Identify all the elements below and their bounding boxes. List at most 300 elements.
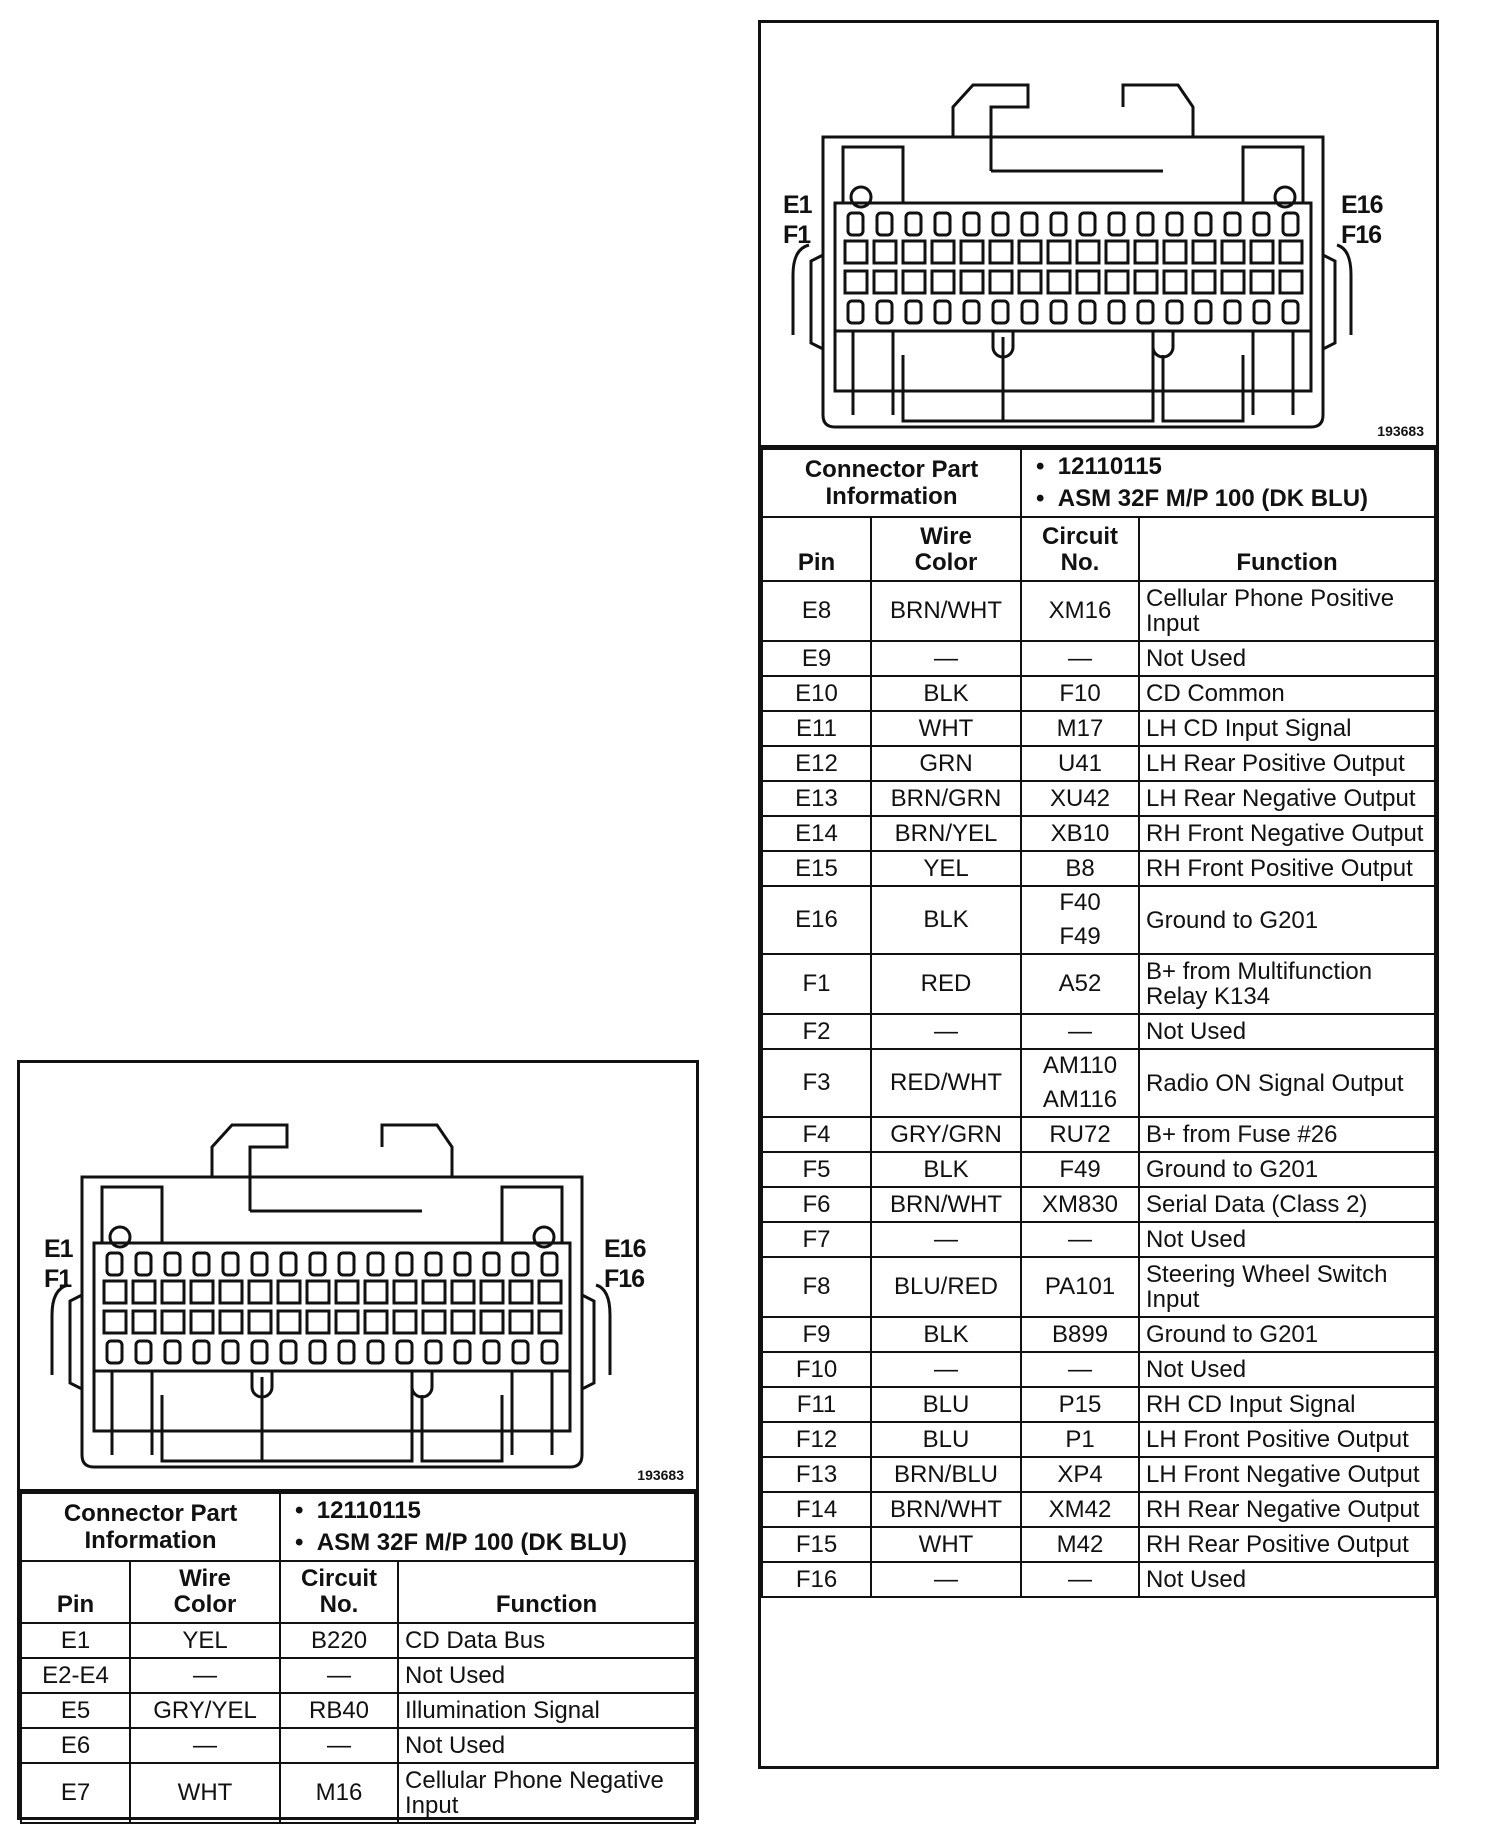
cavity-e-row <box>249 1281 271 1303</box>
terminal-bottom <box>397 1341 412 1363</box>
terminal-bottom <box>1022 301 1037 323</box>
terminal-bottom <box>310 1341 325 1363</box>
pin-row <box>21 1763 695 1823</box>
pin-cell: F12 <box>762 1422 871 1457</box>
slot-3 <box>1163 355 1243 421</box>
circuit-value: P15 <box>1058 1390 1102 1418</box>
housing-outline <box>823 137 1323 427</box>
housing-outline <box>82 1177 582 1467</box>
wire-color-cell: GRY/GRN <box>871 1117 1021 1152</box>
terminal-bottom <box>1138 301 1153 323</box>
header-circuit-line1: Circuit <box>301 1565 378 1592</box>
terminal-top <box>1138 213 1153 235</box>
circuit-value: F49 <box>1059 1155 1101 1183</box>
function-cell: LH Rear Positive Output <box>1139 746 1435 781</box>
pin-cell: E5 <box>21 1693 130 1728</box>
pin-cell: E16 <box>762 886 871 954</box>
circuit-cell <box>1021 1422 1139 1457</box>
header-row <box>21 1561 695 1623</box>
terminal-top <box>1196 213 1211 235</box>
header-circuit-line2: No. <box>319 1591 359 1618</box>
terminal-top <box>281 1253 296 1275</box>
slot-2 <box>1003 337 1153 421</box>
terminal-bottom <box>513 1341 528 1363</box>
pin-row <box>762 1317 1435 1352</box>
circuit-value: XU42 <box>1049 784 1111 812</box>
circuit-value: — <box>327 1661 352 1689</box>
function-cell: Not Used <box>1139 641 1435 676</box>
pin-cell: F9 <box>762 1317 871 1352</box>
wire-color-cell: BRN/GRN <box>871 781 1021 816</box>
cavity-f-row <box>1164 271 1186 293</box>
header-wire-line2: Color <box>914 549 978 576</box>
slot-1 <box>903 355 1003 421</box>
pin-cell: E2-E4 <box>21 1658 130 1693</box>
circuit-value: XM830 <box>1041 1190 1119 1218</box>
function-cell: CD Data Bus <box>398 1623 695 1658</box>
terminal-bottom <box>252 1341 267 1363</box>
terminal-bottom <box>426 1341 441 1363</box>
circuit-cell <box>1021 676 1139 711</box>
circuit-value: P1 <box>1065 1425 1095 1453</box>
circuit-cell <box>1021 641 1139 676</box>
header-pin: Pin <box>762 517 871 581</box>
header-wire-color <box>130 1561 280 1623</box>
side-clip-left <box>811 255 823 349</box>
bracket-right <box>1337 245 1351 335</box>
terminal-top <box>1022 213 1037 235</box>
pin-label-f1: F1 <box>783 221 811 249</box>
wire-color-cell: — <box>871 1222 1021 1257</box>
cavity-f-row <box>1135 271 1157 293</box>
part-info-label-line2: Information <box>825 483 958 510</box>
circuit-cell <box>280 1623 398 1658</box>
connector-panel-right <box>758 20 1439 1769</box>
header-wire-line1: Wire <box>920 523 972 550</box>
cavity-f-row <box>874 271 896 293</box>
left-rows <box>21 1623 695 1823</box>
connector-drawing <box>761 23 1436 445</box>
terminal-bottom <box>1254 301 1269 323</box>
cavity-e-row <box>307 1281 329 1303</box>
pin-cell: F15 <box>762 1527 871 1562</box>
pin-row <box>762 1257 1435 1317</box>
header-circuit-line1: Circuit <box>1042 523 1119 550</box>
part-info-label <box>762 449 1021 517</box>
cavity-e-row <box>162 1281 184 1303</box>
key-right <box>512 1371 552 1455</box>
part-info-row <box>21 1493 695 1561</box>
pin-row <box>762 851 1435 886</box>
wire-color-cell: WHT <box>871 711 1021 746</box>
cavity-f-row <box>249 1311 271 1333</box>
latch-left <box>953 85 1028 171</box>
part-info-label-line1: Connector Part <box>63 1500 238 1527</box>
pin-row <box>762 1527 1435 1562</box>
pin-cell: E11 <box>762 711 871 746</box>
cavity-f-row <box>220 1311 242 1333</box>
circuit-value: B220 <box>310 1626 368 1654</box>
wire-color-cell: RED/WHT <box>871 1049 1021 1117</box>
pin-cell: F14 <box>762 1492 871 1527</box>
function-cell: Ground to G201 <box>1139 1152 1435 1187</box>
terminal-top <box>906 213 921 235</box>
terminal-top <box>252 1253 267 1275</box>
terminal-bottom <box>1167 301 1182 323</box>
terminal-top <box>1283 213 1298 235</box>
cavity-f-row <box>539 1311 561 1333</box>
side-clip-right <box>1323 255 1335 349</box>
bracket-left <box>793 245 809 335</box>
circuit-cell <box>1021 1187 1139 1222</box>
terminal-bottom <box>1080 301 1095 323</box>
circuit-cell <box>1021 1457 1139 1492</box>
pin-label-f16: F16 <box>604 1265 645 1293</box>
pin-cell: F8 <box>762 1257 871 1317</box>
part-info-label <box>21 1493 280 1561</box>
wire-color-cell: GRY/YEL <box>130 1693 280 1728</box>
circuit-cell <box>280 1658 398 1693</box>
pin-cell: E9 <box>762 641 871 676</box>
header-function: Function <box>1139 517 1435 581</box>
pin-cell: F3 <box>762 1049 871 1117</box>
connector-figure <box>20 1063 696 1492</box>
wire-color-cell: YEL <box>130 1623 280 1658</box>
cavity-e-row <box>133 1281 155 1303</box>
pin-cell: F1 <box>762 954 871 1014</box>
circuit-value: — <box>327 1731 352 1759</box>
circuit-cell <box>1021 1117 1139 1152</box>
function-cell: LH Front Negative Output <box>1139 1457 1435 1492</box>
terminal-top <box>1225 213 1240 235</box>
cavity-f-row <box>336 1311 358 1333</box>
pin-row <box>762 1492 1435 1527</box>
part-info-items <box>1021 449 1435 517</box>
function-cell: Serial Data (Class 2) <box>1139 1187 1435 1222</box>
part-info-items <box>280 1493 695 1561</box>
terminal-top <box>397 1253 412 1275</box>
pin-label-e16: E16 <box>1341 191 1383 219</box>
circuit-value-2: F49 <box>1059 923 1101 950</box>
cavity-f-row <box>961 271 983 293</box>
pin-cell: F6 <box>762 1187 871 1222</box>
pin-row <box>762 1187 1435 1222</box>
pin-row <box>762 1422 1435 1457</box>
pin-table <box>20 1492 696 1824</box>
key-left <box>853 331 893 415</box>
cavity-e-row <box>1048 241 1070 263</box>
circuit-value: RU72 <box>1049 1120 1111 1148</box>
cavity-e-row <box>394 1281 416 1303</box>
circuit-value: A52 <box>1058 970 1102 997</box>
wire-color-cell: BLK <box>871 676 1021 711</box>
cavity-e-row <box>452 1281 474 1303</box>
slot-3 <box>422 1395 502 1461</box>
circuit-value: XM42 <box>1048 1495 1112 1523</box>
wire-color-cell: BLU/RED <box>871 1257 1021 1317</box>
cavity-f-row <box>990 271 1012 293</box>
terminal-top <box>165 1253 180 1275</box>
cavity-e-row <box>1251 241 1273 263</box>
circuit-cell <box>1021 1257 1139 1317</box>
function-cell: LH CD Input Signal <box>1139 711 1435 746</box>
terminal-bottom <box>964 301 979 323</box>
cavity-f-row <box>1280 271 1302 293</box>
pin-label-f16: F16 <box>1341 221 1382 249</box>
circuit-value: B8 <box>1065 854 1095 882</box>
cavity-e-row <box>539 1281 561 1303</box>
pin-cell: E15 <box>762 851 871 886</box>
wire-color-cell: BLK <box>871 1317 1021 1352</box>
figure-number: 193683 <box>637 1467 684 1483</box>
circuit-cell <box>1021 1152 1139 1187</box>
terminal-top <box>484 1253 499 1275</box>
wire-color-cell: — <box>130 1728 280 1763</box>
cavity-e-row <box>1280 241 1302 263</box>
latch-right <box>382 1125 452 1177</box>
circuit-cell <box>1021 581 1139 641</box>
function-cell: Not Used <box>398 1658 695 1693</box>
cavity-f-row <box>1019 271 1041 293</box>
pin-row <box>762 816 1435 851</box>
terminal-top <box>993 213 1008 235</box>
terminal-top <box>1167 213 1182 235</box>
pin-row <box>762 1117 1435 1152</box>
wire-color-cell: BRN/WHT <box>871 581 1021 641</box>
circuit-value-2: AM116 <box>1042 1086 1118 1113</box>
function-cell: LH Front Positive Output <box>1139 1422 1435 1457</box>
wire-color-cell: BRN/WHT <box>871 1187 1021 1222</box>
circuit-cell <box>1021 1352 1139 1387</box>
part-description: • ASM 32F M/P 100 (DK BLU) <box>295 1527 688 1559</box>
circuit-cell <box>1021 1049 1139 1117</box>
pin-row <box>21 1693 695 1728</box>
cavity-f-row <box>452 1311 474 1333</box>
pin-row <box>762 746 1435 781</box>
terminal-top <box>310 1253 325 1275</box>
pin-row <box>762 1562 1435 1597</box>
terminal-top <box>935 213 950 235</box>
cavity-f-row <box>423 1311 445 1333</box>
cavity-f-row <box>1106 271 1128 293</box>
pin-cell: E13 <box>762 781 871 816</box>
cavity-e-row <box>1222 241 1244 263</box>
terminal-top <box>877 213 892 235</box>
terminal-top <box>455 1253 470 1275</box>
cavity-e-row <box>104 1281 126 1303</box>
pin-table <box>761 448 1436 1598</box>
function-cell: Not Used <box>1139 1562 1435 1597</box>
function-cell: RH Rear Positive Output <box>1139 1527 1435 1562</box>
figure-number: 193683 <box>1377 423 1424 439</box>
terminal-bottom <box>993 301 1008 323</box>
terminal-top <box>368 1253 383 1275</box>
circuit-cell <box>1021 886 1139 954</box>
wire-color-cell: — <box>871 1562 1021 1597</box>
terminal-bottom <box>1196 301 1211 323</box>
function-cell: RH CD Input Signal <box>1139 1387 1435 1422</box>
circuit-cell <box>280 1728 398 1763</box>
circuit-cell <box>1021 781 1139 816</box>
terminal-bottom <box>165 1341 180 1363</box>
terminal-bottom <box>455 1341 470 1363</box>
cavity-e-row <box>1135 241 1157 263</box>
circuit-value: XB10 <box>1050 819 1110 847</box>
cavity-e-row <box>1106 241 1128 263</box>
terminal-top <box>426 1253 441 1275</box>
pin-row <box>762 886 1435 954</box>
pin-cell: E7 <box>21 1763 130 1823</box>
pin-label-e1: E1 <box>44 1235 73 1263</box>
function-cell: Illumination Signal <box>398 1693 695 1728</box>
terminal-bottom <box>1109 301 1124 323</box>
pin-cell: F7 <box>762 1222 871 1257</box>
pin-row <box>762 954 1435 1014</box>
circuit-value: M42 <box>1056 1530 1104 1558</box>
cavity-f-row <box>365 1311 387 1333</box>
cavity-f-row <box>1048 271 1070 293</box>
circuit-cell <box>1021 1492 1139 1527</box>
terminal-top <box>1109 213 1124 235</box>
polarizing-notch-2 <box>412 1371 432 1397</box>
function-cell: Cellular Phone Negative Input <box>398 1763 695 1823</box>
pin-row <box>762 1049 1435 1117</box>
header-wire-line1: Wire <box>179 1565 231 1592</box>
circuit-value: M17 <box>1056 714 1104 742</box>
terminal-bottom <box>877 301 892 323</box>
pin-row <box>762 1457 1435 1492</box>
cavity-e-row <box>1019 241 1041 263</box>
terminal-bottom <box>1051 301 1066 323</box>
header-function: Function <box>398 1561 695 1623</box>
function-cell: Not Used <box>398 1728 695 1763</box>
header-pin: Pin <box>21 1561 130 1623</box>
wire-color-cell: RED <box>871 954 1021 1014</box>
terminal-top <box>1254 213 1269 235</box>
polarizing-notch-2 <box>1153 331 1173 357</box>
function-cell: B+ from Multifunction Relay K134 <box>1139 954 1435 1014</box>
pin-row <box>762 1152 1435 1187</box>
circuit-value: — <box>1068 1017 1093 1045</box>
pin-cell: E14 <box>762 816 871 851</box>
circuit-cell <box>1021 1014 1139 1049</box>
header-wire-line2: Color <box>173 1591 237 1618</box>
circuit-cell <box>1021 711 1139 746</box>
circuit-value: — <box>1068 644 1093 672</box>
bracket-right <box>596 1285 610 1375</box>
pin-row <box>762 711 1435 746</box>
connector-panel-left <box>17 1060 699 1820</box>
pin-row <box>762 1222 1435 1257</box>
cavity-f-row <box>1077 271 1099 293</box>
terminal-bottom <box>1225 301 1240 323</box>
latch-left <box>212 1125 287 1211</box>
part-number: • 12110115 <box>295 1495 688 1527</box>
terminal-bottom <box>906 301 921 323</box>
pin-row <box>762 1387 1435 1422</box>
pin-cell: F11 <box>762 1387 871 1422</box>
function-cell: LH Rear Negative Output <box>1139 781 1435 816</box>
cavity-e-row <box>845 241 867 263</box>
cavity-e-row <box>481 1281 503 1303</box>
cavity-e-row <box>903 241 925 263</box>
circuit-value: AM110 <box>1042 1052 1118 1079</box>
part-number: • 12110115 <box>1036 451 1428 483</box>
header-circuit <box>280 1561 398 1623</box>
cavity-e-row <box>1164 241 1186 263</box>
key-right <box>1253 331 1293 415</box>
cavity-f-row <box>932 271 954 293</box>
pin-row <box>762 1014 1435 1049</box>
slot-2 <box>262 1377 412 1461</box>
part-info-row <box>762 449 1435 517</box>
connector-figure <box>761 23 1436 448</box>
cavity-f-row <box>278 1311 300 1333</box>
pin-cell: F16 <box>762 1562 871 1597</box>
pin-cell: E6 <box>21 1728 130 1763</box>
terminal-bottom <box>935 301 950 323</box>
wire-color-cell: BRN/WHT <box>871 1492 1021 1527</box>
pin-row <box>21 1728 695 1763</box>
terminal-top <box>513 1253 528 1275</box>
part-description: • ASM 32F M/P 100 (DK BLU) <box>1036 483 1428 515</box>
terminal-top <box>223 1253 238 1275</box>
pin-label-f1: F1 <box>44 1265 72 1293</box>
connector-drawing <box>20 1063 696 1489</box>
circuit-value: XP4 <box>1057 1460 1103 1488</box>
terminal-top <box>848 213 863 235</box>
pin-cell: E10 <box>762 676 871 711</box>
pin-label-e1: E1 <box>783 191 812 219</box>
header-circuit-line2: No. <box>1060 549 1100 576</box>
wire-color-cell: BLU <box>871 1387 1021 1422</box>
pin-cell: E8 <box>762 581 871 641</box>
cavity-e-row <box>961 241 983 263</box>
terminal-top <box>339 1253 354 1275</box>
wire-color-cell: GRN <box>871 746 1021 781</box>
terminal-bottom <box>848 301 863 323</box>
pin-row <box>762 781 1435 816</box>
cavity-f-row <box>845 271 867 293</box>
cavity-f-row <box>394 1311 416 1333</box>
cavity-f-row <box>162 1311 184 1333</box>
latch-right <box>1123 85 1193 137</box>
pin-row <box>21 1623 695 1658</box>
wire-color-cell: WHT <box>130 1763 280 1823</box>
function-cell: Not Used <box>1139 1222 1435 1257</box>
wire-color-cell: YEL <box>871 851 1021 886</box>
circuit-value: — <box>1068 1355 1093 1383</box>
circuit-value: — <box>1068 1565 1093 1593</box>
terminal-top <box>194 1253 209 1275</box>
terminal-top <box>964 213 979 235</box>
cavity-f-row <box>1193 271 1215 293</box>
terminal-top <box>107 1253 122 1275</box>
circuit-cell <box>1021 1222 1139 1257</box>
circuit-cell <box>1021 1562 1139 1597</box>
circuit-cell <box>1021 816 1139 851</box>
cavity-e-row <box>1077 241 1099 263</box>
side-clip-right <box>582 1295 594 1389</box>
terminal-bottom <box>542 1341 557 1363</box>
function-cell: RH Rear Negative Output <box>1139 1492 1435 1527</box>
part-info-label-line2: Information <box>84 1527 217 1554</box>
pin-row <box>762 641 1435 676</box>
wire-color-cell: BRN/BLU <box>871 1457 1021 1492</box>
cavity-f-row <box>1251 271 1273 293</box>
wire-color-cell: — <box>130 1658 280 1693</box>
pin-cell: F13 <box>762 1457 871 1492</box>
